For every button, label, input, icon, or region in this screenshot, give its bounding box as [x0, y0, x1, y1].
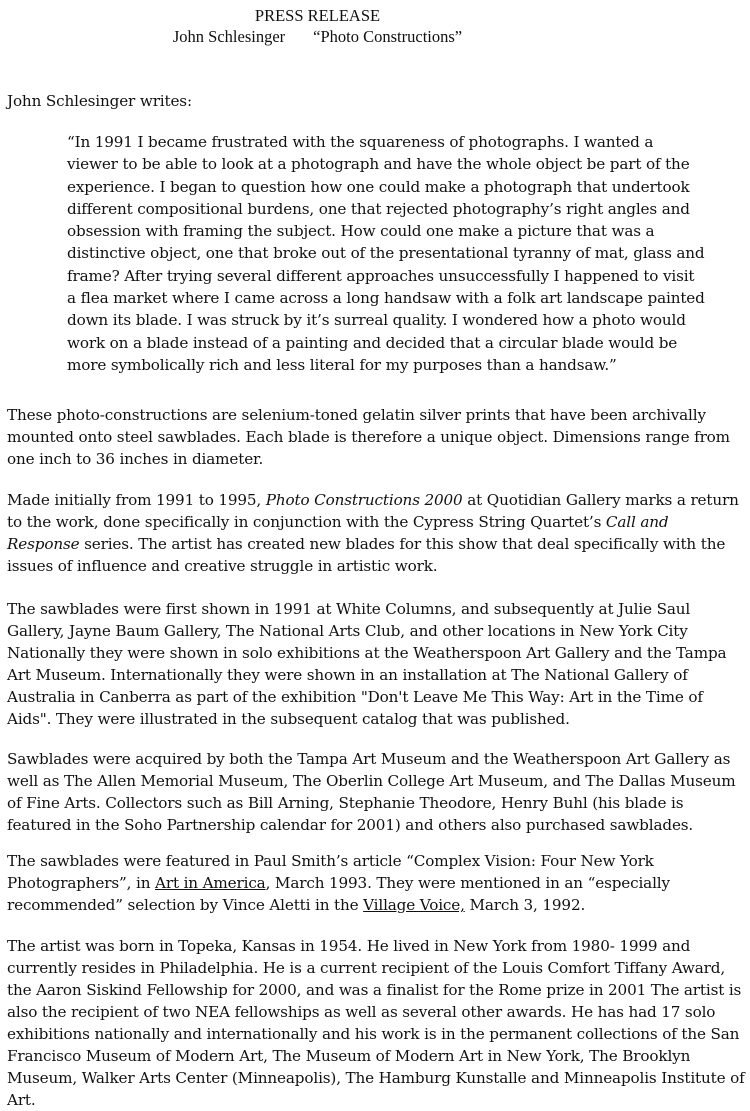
art-in-america-title: Art in America — [155, 874, 266, 892]
paragraph-biography: The artist was born in Topeka, Kansas in 1954. He lived in New York from 1980- 1999 and currently resides in Philadelphia. He is a current recipient of the Louis Comfort Tiffany Award, the Aaron Siskind Fellowship for 2000, and was a finalist for the Rome prize in 2001 The artist is also the recipient of two NEA fellowships as well as several other awards. He has had 17 solo exhibitions nationally and internationally and his work is in the permanent collections of the San Francisco Museum of Modern Art, The Museum of Modern Art in New York, The Brooklyn Museum, Walker Arts Center (Minneapolis), The Hamburg Kunstalle and Minneapolis Institute of Art. — [7, 937, 745, 1109]
paragraph-materials: These photo-constructions are selenium-toned gelatin silver prints that have been archivally mounted onto steel sawblades. Each blade is therefore a unique object. Dimensions range from one inch to 36 inches in diameter. — [7, 406, 730, 468]
series-name-italic: Call and Response — [7, 513, 669, 553]
paragraph-history — [7, 489, 745, 577]
show-name-italic: Photo Constructions 2000 — [265, 491, 463, 509]
document-subtitle — [0, 26, 635, 48]
history-text-2: at Quotidian Gallery marks a return to the work, done specifically in conjunction with the Cypress String Quartet’s — [7, 491, 739, 531]
paragraph-exhibitions: The sawblades were first shown in 1991 at White Columns, and subsequently at Julie Saul Gallery, Jayne Baum Gallery, The National Arts Club, and other locations in New York City Nationally they were shown in solo exhibitions at the Weatherspoon Art Gallery and the Tampa Art Museum. Internationally they were shown in an installation at The National Gallery of Australia in Canberra as part of the exhibition "Don't Leave Me This Way: Art in the Time of Aids". They were illustrated in the subsequent catalog that was published. — [7, 600, 727, 728]
history-text-1: Made initially from 1991 to 1995, — [7, 491, 266, 509]
press-text-1: The sawblades were featured in Paul Smith’s article “Complex Vision: Four New York Photographers”, in — [7, 852, 654, 892]
village-voice-title: Village Voice, — [363, 896, 465, 914]
press-text-3: March 3, 1992. — [464, 896, 586, 914]
document-title: PRESS RELEASE — [254, 6, 381, 25]
paragraph-collections: Sawblades were acquired by both the Tampa Art Museum and the Weatherspoon Art Gallery as well as The Allen Memorial Museum, The Oberlin College Art Museum, and The Dallas Museum of Fine Arts. Collectors such as Bill Arning, Stephanie Theodore, Henry Buhl (his blade is featured in the Soho Partnership calendar for 2001) and others also purchased sawblades. — [7, 750, 736, 834]
paragraph-press — [7, 850, 745, 916]
artist-quote: “In 1991 I became frustrated with the squareness of photographs. I wanted a viewer to be able to look at a photograph and have the whole object be part of the experience. I began to question how one could make a photograph that undertook different compositional burdens, one that rejected photography’s right angles and obsession with framing the subject. How could one make a picture that was a distinctive object, one that broke out of the presentational tyranny of mat, glass and frame? After trying several different approaches unsuccessfully I happened to visit a flea market where I came across a long handsaw with a folk art landscape painted down its blade. I was struck by it’s surreal quality. I wondered how a photo would work on a blade instead of a painting and decided that a circular blade would be more symbolically rich and less literal for my purposes than a handsaw.” — [67, 133, 705, 374]
artist-name: John Schlesinger — [172, 27, 286, 46]
history-text-3: series. The artist has created new blades for this show that deal specifically with the issues of influence and creative struggle in artistic work. — [7, 535, 726, 575]
press-text-2: , March 1993. They were mentioned in an “especially recommended” selection by Vince Aletti in the — [7, 874, 670, 914]
show-title: “Photo Constructions” — [313, 27, 463, 46]
intro-line: John Schlesinger writes: — [7, 92, 192, 110]
